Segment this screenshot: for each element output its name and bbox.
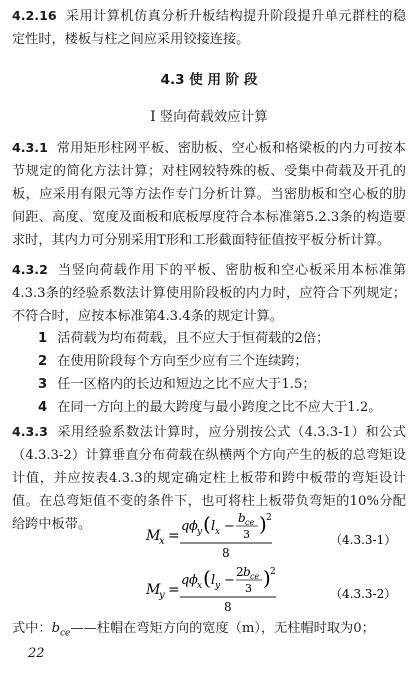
- formula-4-3-3-2: [0, 564, 418, 616]
- clause-4-3-1: [12, 136, 406, 252]
- svg-text:b: b: [243, 565, 251, 579]
- symbol-definition: 式中：$b_{ce}——$柱帽在弯矩方向的宽度（m），无柱帽时取为0；: [12, 621, 375, 639]
- page-number: 22: [28, 646, 45, 661]
- svg-text:y: y: [215, 581, 221, 591]
- svg-text:2: 2: [270, 567, 276, 577]
- svg-text:q: q: [181, 519, 190, 534]
- list-item: 3 任一区格内的长边和短边之比不应大于1.5；: [38, 377, 316, 392]
- svg-text:l: l: [211, 519, 216, 534]
- svg-text:(: (: [203, 566, 211, 590]
- svg-text:M: M: [146, 582, 161, 598]
- list-item: 1 活荷载为均布荷载，且不应大于恒荷载的2倍；: [38, 331, 330, 346]
- svg-text:): ): [259, 512, 267, 536]
- clause-number: 4.3.3: [12, 424, 48, 439]
- section-title: 4.3 使 用 阶 段: [160, 72, 258, 88]
- svg-text:x: x: [197, 581, 203, 591]
- clause-number: 4.2.16: [12, 8, 57, 23]
- svg-text:ce: ce: [250, 572, 260, 581]
- clause-text: 常用矩形柱网平板、密肋板、空心板和格梁板的内力可按本节规定的简化方法计算；对柱网较特殊的板、受集中荷载及开孔的板，应采用有限元等方法作专门分析计算。当密肋板和空心板的肋间距、高度、宽度及面板和底板厚度符合本标准第5.2.3条的构造要求时，其内力可分别采用T形和工形截面特征值按平板分析计算。: [12, 141, 407, 248]
- clause-4-2-16: [12, 4, 406, 51]
- svg-text:y: y: [197, 527, 203, 537]
- list-item: 2 在使用阶段每个方向至少应有三个连续跨；: [38, 354, 308, 369]
- svg-text:−: −: [224, 519, 235, 534]
- svg-text:b: b: [238, 511, 246, 525]
- formula-4-3-3-1: [0, 510, 418, 562]
- svg-text:ϕ: ϕ: [189, 519, 198, 534]
- clause-number: 4.3.2: [12, 262, 48, 277]
- svg-text:=: =: [168, 582, 180, 598]
- svg-text:l: l: [211, 573, 216, 588]
- clause-text: 采用计算机仿真分析升板结构提升阶段提升单元群柱的稳定性时，楼板与柱之间应采用铰接连接。: [12, 9, 407, 47]
- clause-text: 当竖向荷载作用下的平板、密肋板和空心板采用本标准第4.3.3条的经验系数法计算使用阶段板的内力时，应符合下列规定；不符合时，应按本标准第4.3.4条的规定计算。: [12, 263, 407, 324]
- svg-text:8: 8: [224, 600, 232, 614]
- svg-text:3: 3: [243, 528, 250, 541]
- svg-text:y: y: [159, 590, 165, 601]
- svg-text:ϕ: ϕ: [189, 573, 198, 588]
- clause-text: 采用经验系数法计算时，应分别按公式（4.3.3-1）和公式（4.3.3-2）计算垂直分布荷载在纵横两个方向产生的板的总弯矩设计值，并应按表4.3.3的规定确定柱上板带和跨中板带的弯矩设计值。在总弯矩值不变的条件下，也可将柱上板带负弯矩的10%分配给跨中板带。: [12, 425, 407, 532]
- clause-number: 4.3.1: [12, 140, 48, 155]
- svg-text:x: x: [215, 527, 221, 537]
- formula-graphic: [0, 564, 418, 616]
- subsection-title: Ⅰ 竖向荷载效应计算: [150, 109, 268, 125]
- clause-4-3-2: [12, 258, 406, 328]
- svg-text:x: x: [159, 536, 165, 547]
- list-item: 4 在同一方向上的最大跨度与最小跨度之比不应大于1.2。: [38, 400, 382, 415]
- svg-text:(: (: [203, 512, 211, 536]
- svg-text:2: 2: [236, 565, 244, 579]
- svg-text:ce: ce: [245, 518, 255, 527]
- svg-text:2: 2: [266, 513, 272, 523]
- svg-text:): ): [263, 566, 271, 590]
- svg-text:（4.3.3-2）: （4.3.3-2）: [330, 587, 397, 601]
- formula-graphic: [0, 510, 418, 562]
- svg-text:=: =: [168, 528, 180, 544]
- svg-text:3: 3: [245, 582, 252, 595]
- svg-text:q: q: [181, 573, 190, 588]
- svg-text:−: −: [224, 573, 235, 588]
- svg-text:8: 8: [222, 546, 230, 560]
- svg-text:M: M: [146, 528, 161, 544]
- svg-text:（4.3.3-1）: （4.3.3-1）: [330, 533, 397, 547]
